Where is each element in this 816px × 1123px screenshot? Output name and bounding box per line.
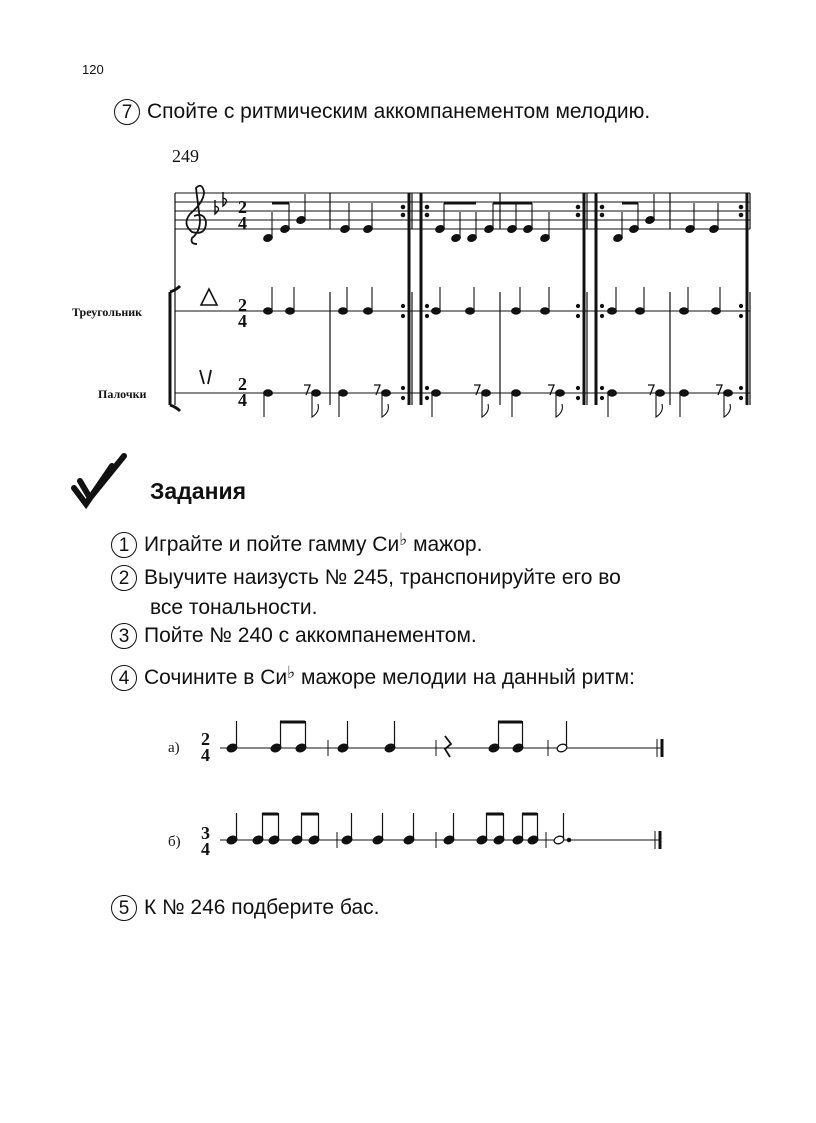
note-head bbox=[482, 390, 491, 396]
repeat-dot bbox=[401, 205, 405, 209]
repeat-dot bbox=[739, 314, 742, 317]
repeat-dot bbox=[576, 213, 580, 217]
note-head bbox=[608, 308, 617, 314]
flat-sign: ♭ bbox=[287, 663, 296, 682]
repeat-dot bbox=[576, 205, 580, 209]
task-number: 7 bbox=[114, 99, 140, 125]
repeat-dot bbox=[600, 213, 604, 217]
rhythm-a-label: а) bbox=[168, 740, 180, 756]
note-head bbox=[264, 390, 273, 396]
note-head bbox=[264, 308, 273, 314]
repeat-dot bbox=[425, 314, 428, 317]
task-text: Выучите наизусть № 245, транспонируйте его во bbox=[144, 566, 621, 589]
note-head bbox=[512, 308, 521, 314]
task-text: Играйте и пойте гамму Си bbox=[144, 533, 400, 556]
note-head bbox=[680, 308, 689, 314]
note-head bbox=[312, 390, 321, 396]
task-number: 4 bbox=[111, 665, 137, 691]
repeat-dot bbox=[425, 213, 429, 217]
task-number: 3 bbox=[111, 623, 137, 649]
note-head bbox=[432, 308, 441, 314]
exercise-number: 249 bbox=[172, 146, 199, 166]
note-head bbox=[724, 390, 733, 396]
repeat-dot bbox=[425, 304, 428, 307]
page-number: 120 bbox=[82, 62, 104, 77]
task-text: К № 246 подберите бас. bbox=[144, 896, 380, 919]
task-3 bbox=[111, 622, 477, 649]
repeat-dot bbox=[401, 304, 404, 307]
sticks-time-top: 2 bbox=[238, 374, 247, 394]
repeat-dot bbox=[600, 396, 603, 399]
repeat-dot bbox=[576, 304, 579, 307]
repeat-dot bbox=[425, 386, 428, 389]
repeat-dot bbox=[401, 213, 405, 217]
note-head bbox=[364, 308, 373, 314]
task-number: 5 bbox=[111, 895, 137, 921]
repeat-dot bbox=[600, 205, 604, 209]
triangle-icon bbox=[201, 289, 217, 305]
note-head bbox=[339, 390, 348, 396]
score-time-bottom: 4 bbox=[238, 213, 247, 233]
flat-sign: ♭ bbox=[399, 530, 408, 549]
task-2-continuation: все тональности. bbox=[150, 596, 318, 619]
note-head bbox=[466, 308, 475, 314]
repeat-dot bbox=[739, 213, 743, 217]
intro-text: Спойте с ритмическим аккомпанементом мелодию. bbox=[147, 100, 651, 123]
rhythm-b-label: б) bbox=[168, 834, 181, 850]
task-number: 2 bbox=[111, 565, 137, 591]
note-head bbox=[432, 390, 441, 396]
triangle-label: Треугольник bbox=[72, 305, 143, 319]
note-head bbox=[382, 390, 391, 396]
sticks-icon bbox=[200, 370, 211, 384]
repeat-dot bbox=[576, 396, 579, 399]
repeat-dot bbox=[739, 386, 742, 389]
note-head bbox=[512, 390, 521, 396]
note-head bbox=[680, 390, 689, 396]
rhythm-a-time-bottom: 4 bbox=[201, 745, 210, 765]
task-2 bbox=[111, 564, 621, 591]
rhythm-b-time-bottom: 4 bbox=[201, 839, 210, 859]
triangle-time-bottom: 4 bbox=[238, 311, 247, 331]
note-head bbox=[339, 308, 348, 314]
repeat-dot bbox=[600, 304, 603, 307]
task-text: мажор. bbox=[407, 533, 483, 556]
task-text: Сочините в Си bbox=[144, 666, 288, 689]
task-text: мажоре мелодии на данный ритм: bbox=[295, 666, 635, 689]
repeat-dot bbox=[576, 386, 579, 389]
note-head bbox=[712, 308, 721, 314]
rhythm-a-time-top: 2 bbox=[201, 729, 210, 749]
note-head bbox=[656, 390, 665, 396]
score-time-top: 2 bbox=[238, 197, 247, 217]
note-head bbox=[286, 308, 295, 314]
sticks-label: Палочки bbox=[98, 387, 147, 401]
quarter-rest-icon bbox=[445, 736, 451, 757]
checkmark-icon bbox=[74, 456, 124, 504]
note-head bbox=[541, 308, 550, 314]
treble-clef-icon bbox=[186, 186, 206, 244]
repeat-dot bbox=[739, 205, 743, 209]
rhythm-b-time-top: 3 bbox=[201, 823, 210, 843]
task-1 bbox=[111, 526, 482, 558]
dot bbox=[567, 838, 571, 842]
note-head bbox=[556, 390, 565, 396]
sticks-time-bottom: 4 bbox=[238, 390, 247, 410]
repeat-dot bbox=[401, 396, 404, 399]
repeat-dot bbox=[401, 386, 404, 389]
repeat-dot bbox=[425, 205, 429, 209]
repeat-dot bbox=[739, 304, 742, 307]
task-5 bbox=[111, 894, 379, 921]
task-4 bbox=[111, 659, 635, 691]
tasks-heading: Задания bbox=[150, 478, 247, 504]
task-text: Пойте № 240 с аккомпанементом. bbox=[144, 624, 477, 647]
note-head bbox=[608, 390, 617, 396]
repeat-dot bbox=[600, 314, 603, 317]
repeat-dot bbox=[425, 396, 428, 399]
repeat-dot bbox=[600, 386, 603, 389]
repeat-dot bbox=[576, 314, 579, 317]
repeat-dot bbox=[401, 314, 404, 317]
repeat-dot bbox=[739, 396, 742, 399]
note-head bbox=[636, 308, 645, 314]
triangle-time-top: 2 bbox=[238, 295, 247, 315]
task-number: 1 bbox=[111, 532, 137, 558]
